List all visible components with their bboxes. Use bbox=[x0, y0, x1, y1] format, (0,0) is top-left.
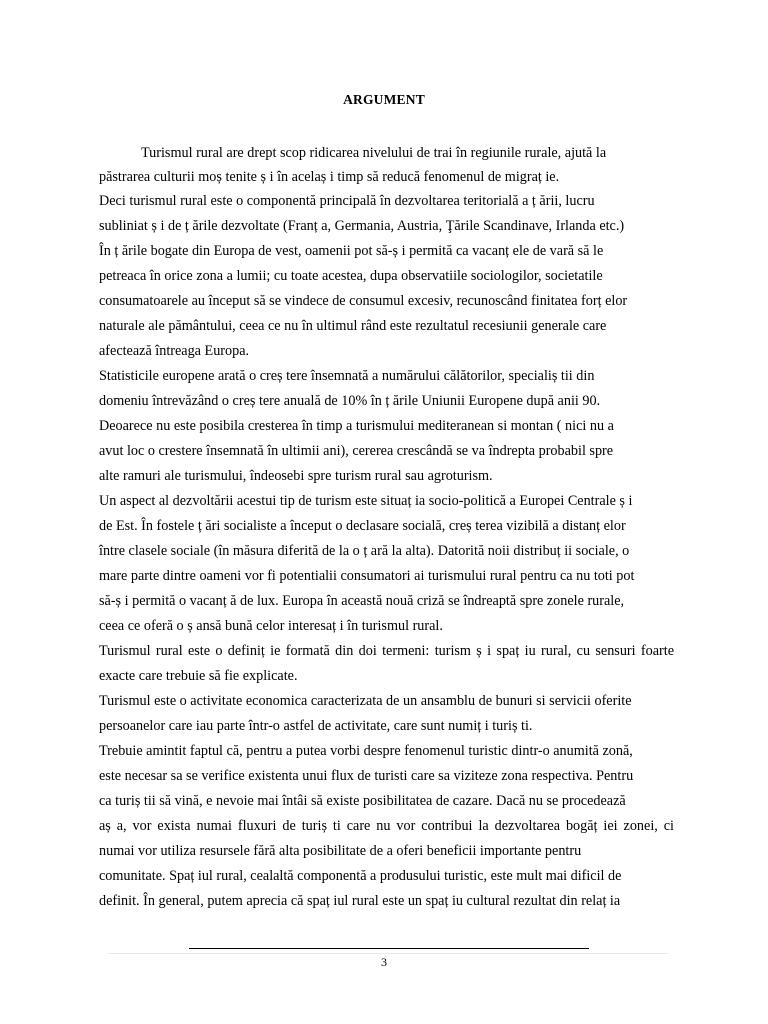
footer-divider bbox=[189, 948, 589, 949]
page-number: 3 bbox=[381, 955, 387, 969]
text-line: petreaca în orice zona a lumii; cu toate acestea, dupa observatiile sociologilor, societatile bbox=[99, 268, 603, 284]
text-line: afectează întreaga Europa. bbox=[99, 343, 250, 359]
text-line: comunitate. Spaț iul rural, cealaltă componentă a produsului turistic, este mult mai dificil de bbox=[99, 868, 622, 884]
text-line: între clasele sociale (în măsura diferită de la o ț ară la alta). Datorită noii distribuț ii sociale, o bbox=[99, 543, 630, 559]
text-line: ceea ce oferă o ș ansă bună celor interesaț i în turismul rural. bbox=[99, 618, 443, 634]
text-line: Deoarece nu este posibila cresterea în timp a turismului mediteranean si montan ( nici nu a bbox=[99, 418, 614, 434]
text-line: păstrarea culturii moș tenite ș i în acelaș i timp să reducă fenomenul de migraț ie. bbox=[99, 169, 560, 185]
text-line: persoanelor care iau parte într-o astfel de activitate, care sunt numiț i turiș ti. bbox=[99, 718, 533, 734]
text-line: Turismul este o activitate economica caracterizata de un ansamblu de bunuri si servicii oferite bbox=[99, 693, 632, 709]
text-line: Un aspect al dezvoltării acestui tip de turism este situaț ia socio-politică a Europei Centrale ș i bbox=[99, 493, 633, 509]
text-line: aș a, vor exista numai fluxuri de turiș ti care nu vor contribui la dezvoltarea bogăț iei zonei, ci bbox=[99, 818, 674, 834]
text-line: mare parte dintre oameni vor fi potentialii consumatori ai turismului rural pentru ca nu toti pot bbox=[99, 568, 635, 584]
text-line: alte ramuri ale turismului, îndeosebi spre turism rural sau agroturism. bbox=[99, 468, 493, 484]
text-line: avut loc o crestere însemnată în ultimii ani), cererea crescândă se va îndrepta probabil spre bbox=[99, 443, 614, 459]
text-line: este necesar sa se verifice existenta unui flux de turisti care sa viziteze zona respectiva. Pentru bbox=[99, 768, 634, 784]
text-line: Deci turismul rural este o componentă principală în dezvoltarea teritorială a ț ării, lucru bbox=[99, 193, 595, 209]
text-line: Statisticile europene arată o creș tere însemnată a numărului călătorilor, specialiș tii din bbox=[99, 368, 595, 384]
text-line: subliniat ș i de ț ările dezvoltate (Franț a, Germania, Austria, Ţările Scandinave, Irlanda etc.) bbox=[99, 218, 625, 234]
text-line: În ț ările bogate din Europa de vest, oamenii pot să-ș i permită ca vacanț ele de vară să le bbox=[99, 243, 604, 259]
footer-divider-light bbox=[108, 953, 668, 954]
text-line: Turismul rural are drept scop ridicarea nivelului de trai în regiunile rurale, ajută la bbox=[141, 145, 607, 161]
text-line: să-ș i permită o vacanț ă de lux. Europa în această nouă criză se îndreaptă spre zonele rurale, bbox=[99, 593, 625, 609]
text-line: domeniu întrevăzând o creș tere anuală de 10% în ț ările Uniunii Europene după anii 90. bbox=[99, 393, 601, 409]
text-line: Trebuie amintit faptul că, pentru a putea vorbi despre fenomenul turistic dintr-o anumită zonă, bbox=[99, 743, 633, 759]
text-line: de Est. În fostele ț ări socialiste a început o declasare socială, creș terea vizibilă a distanț elor bbox=[99, 518, 626, 534]
text-line: exacte care trebuie să fie explicate. bbox=[99, 668, 298, 684]
text-line: definit. În general, putem aprecia că spaț iul rural este un spaț iu cultural rezultat din relaț ia bbox=[99, 893, 621, 909]
text-line: naturale ale pământului, ceea ce nu în ultimul rând este rezultatul recesiunii generale care bbox=[99, 318, 607, 334]
text-line: consumatoarele au început să se vindece de consumul excesiv, recunoscând finitatea forț elor bbox=[99, 293, 628, 309]
text-line: ca turiș tii să vină, e nevoie mai întâi să existe posibilitatea de cazare. Dacă nu se procedează bbox=[99, 793, 626, 809]
document-title: ARGUMENT bbox=[343, 92, 425, 107]
text-line: numai vor utiliza resursele fără alta posibilitate de a oferi beneficii importante pentru bbox=[99, 843, 582, 859]
text-line: Turismul rural este o definiț ie formată din doi termeni: turism ș i spaț iu rural, cu sensuri foarte bbox=[99, 643, 674, 659]
